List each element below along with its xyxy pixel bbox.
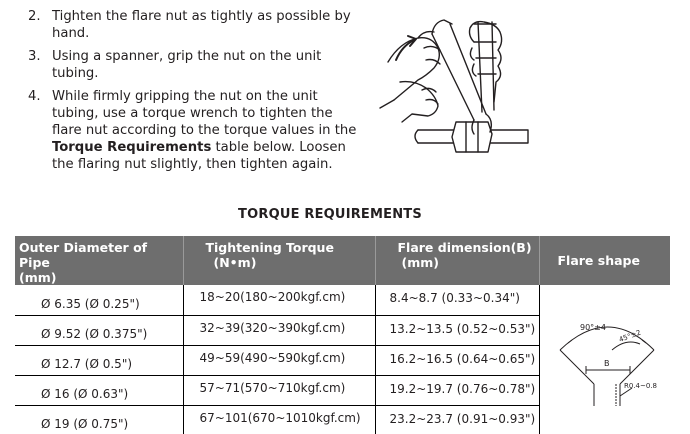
radius-label: R0.4~0.8 <box>623 381 657 390</box>
header-text: Flare dimension(B) <box>397 240 532 255</box>
cell-torque: 57~71(570~710kgf.cm) <box>183 375 375 405</box>
cell-flare: 23.2~23.7 (0.91~0.93") <box>375 405 539 434</box>
step-text: Tighten the flare nut as tightly as possible by hand. <box>52 9 351 41</box>
instruction-steps <box>28 8 358 179</box>
step-2 <box>28 8 358 42</box>
step-number: 4. <box>28 89 41 104</box>
flare-shape-diagram <box>550 310 660 410</box>
header-unit: (mm) <box>401 255 439 270</box>
step-number: 3. <box>28 49 41 64</box>
table-row <box>15 285 670 315</box>
step-number: 2. <box>28 9 41 24</box>
angle-arc-45 <box>612 342 640 350</box>
cell-torque: 32~39(320~390kgf.cm) <box>183 315 375 345</box>
header-flare-dimension <box>375 236 539 285</box>
table-header-row <box>15 236 670 285</box>
header-text: Flare shape <box>557 253 640 268</box>
cell-flare: 8.4~8.7 (0.33~0.34") <box>375 285 539 315</box>
header-flare-shape <box>539 236 670 285</box>
header-tightening-torque <box>183 236 375 285</box>
angle-45-label: 45°±2 <box>617 328 642 344</box>
cell-diameter: Ø 6.35 (Ø 0.25") <box>15 285 183 315</box>
step-text <box>52 88 358 173</box>
cell-torque: 67~101(670~1010kgf.cm) <box>183 405 375 434</box>
torque-requirements-emphasis: Torque Requirements <box>52 140 212 155</box>
cell-torque: 49~59(490~590kgf.cm) <box>183 345 375 375</box>
header-text: Outer Diameter of Pipe <box>19 240 148 270</box>
step-4 <box>28 88 358 173</box>
torque-requirements-table <box>15 236 670 434</box>
step-text: Using a spanner, grip the nut on the unit tubing. <box>52 49 322 81</box>
cell-diameter: Ø 9.52 (Ø 0.375") <box>15 315 183 345</box>
header-text: Tightening Torque <box>205 240 334 255</box>
b-dimension-label: B <box>603 358 610 368</box>
step-3 <box>28 48 358 82</box>
cell-diameter: Ø 19 (Ø 0.75") <box>15 405 183 434</box>
angle-90-label: 90°±4 <box>579 322 606 332</box>
cell-diameter: Ø 16 (Ø 0.63") <box>15 375 183 405</box>
cell-diameter: Ø 12.7 (Ø 0.5") <box>15 345 183 375</box>
step-text-start: While firmly gripping the nut on the unit tubing, use a torque wrench to tighten the flare nut according to the torque values in the <box>52 89 357 138</box>
header-unit: (mm) <box>19 270 57 285</box>
cell-flare: 19.2~19.7 (0.76~0.78") <box>375 375 539 405</box>
cell-flare-shape <box>539 285 670 434</box>
header-outer-diameter <box>15 236 183 285</box>
table-title: TORQUE REQUIREMENTS <box>238 207 422 222</box>
step-text-end: table below. Loosen the flaring nut slightly, then tighten again. <box>52 140 346 172</box>
wrench-tightening-illustration <box>378 2 550 162</box>
cell-flare: 16.2~16.5 (0.64~0.65") <box>375 345 539 375</box>
header-unit: (N•m) <box>213 255 257 270</box>
cell-torque: 18~20(180~200kgf.cm) <box>183 285 375 315</box>
cell-flare: 13.2~13.5 (0.52~0.53") <box>375 315 539 345</box>
